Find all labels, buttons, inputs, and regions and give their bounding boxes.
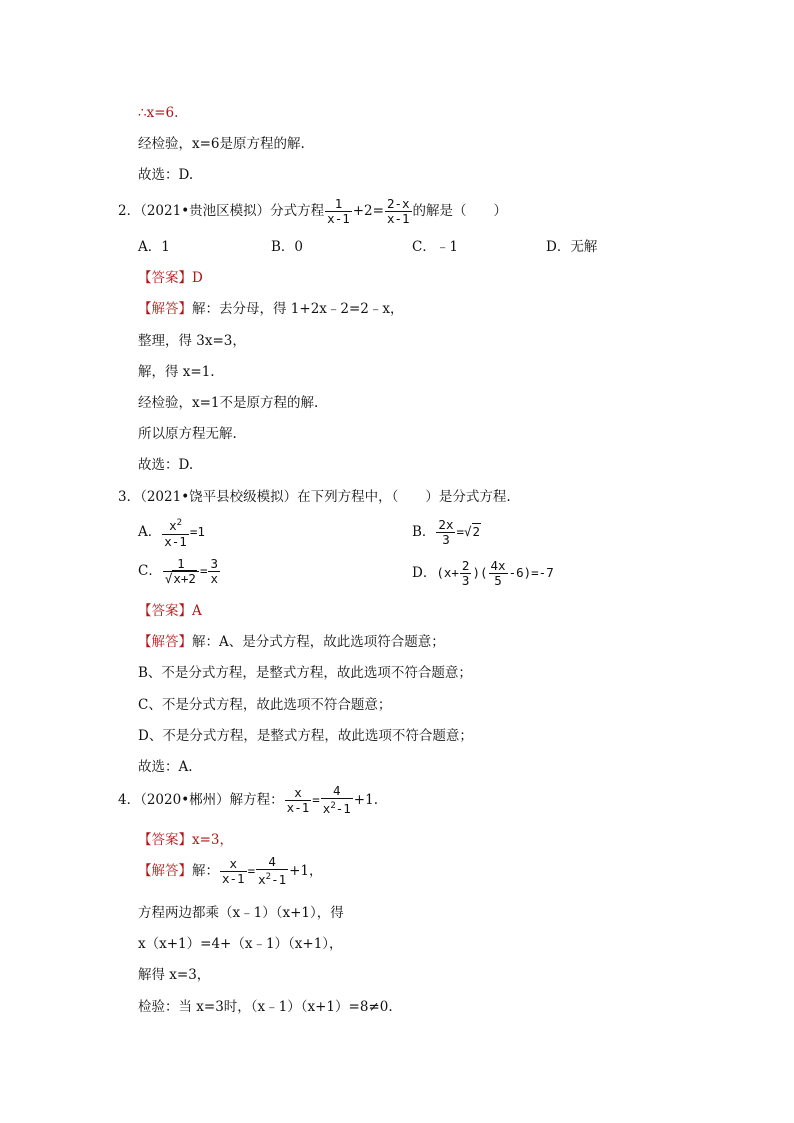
q4-sol-tag: 【解答】: [138, 863, 192, 879]
q2-solution-1: [138, 299, 404, 319]
q2-f2-num: 2-x: [386, 196, 410, 211]
q4-sol-fraction-1: [220, 857, 247, 886]
q3-b-root: 2: [472, 524, 481, 539]
q4-solution-5: 检验：当 x=3时，（x﹣1）（x+1）=8≠0.: [138, 999, 393, 1015]
q2-answer-value: D: [192, 270, 203, 286]
q3-c-eq: =: [199, 563, 208, 578]
q4-f2-den-base: x: [322, 801, 331, 817]
q3-a-den: x-1: [164, 533, 187, 549]
q3-a-num: x: [169, 518, 177, 534]
q4-answer-tag: 【答案】: [138, 832, 192, 848]
q4-eq: =: [312, 792, 320, 807]
q4-answer-value: x=3，: [192, 832, 234, 848]
q3-answer-value: A: [192, 603, 202, 619]
q2-answer: [138, 268, 203, 288]
q3-c-fraction-2: [208, 557, 220, 586]
q3-c-sqrt: √x+2: [164, 571, 196, 586]
q2-fraction-1: [325, 197, 352, 226]
q3-d-f2d: 5: [494, 573, 502, 588]
q2-solution-2: 整理，得 3x=3，: [138, 333, 246, 349]
q2-solution-5: 所以原方程无解.: [138, 426, 237, 442]
q4-f2-den-sup: 2: [330, 801, 336, 812]
q4-sol-f1-num: x: [220, 857, 247, 872]
q4-solution-3: x（x+1）=4+（x﹣1）（x+1），: [138, 936, 343, 952]
q3-b-num: 2x: [438, 517, 454, 532]
q3-option-d: [412, 556, 554, 590]
intro-line-2: 经检验，x=6是原方程的解.: [138, 136, 305, 152]
q4-sol-f2-den-sup: 2: [265, 872, 272, 883]
q3-d-b: )(: [472, 565, 488, 580]
q4-fraction-1: [285, 786, 312, 815]
q2-option-a: A．1: [138, 239, 170, 255]
q4-fraction-2: [321, 784, 353, 816]
q3-c-num: 1: [163, 557, 199, 572]
q4-sol-prefix: 解：: [192, 863, 219, 879]
q2-solution-4: 经检验，x=1不是原方程的解.: [138, 395, 319, 411]
q3-sol-tag: 【解答】: [138, 634, 192, 650]
q4-sol-suffix: +1，: [289, 863, 323, 879]
q4-solution-2: 方程两边都乘（x﹣1）（x+1），得: [138, 905, 344, 921]
q2-prefix: 2．（2021•贵池区模拟）分式方程: [118, 203, 325, 219]
q4-sol-f2-den-tail: -1: [271, 872, 287, 888]
q4-sol-fraction-2: [256, 855, 288, 887]
q4-solution-1: [138, 853, 323, 889]
q3-d-f1d: 3: [461, 573, 470, 588]
q4-sol-eq: =: [247, 863, 256, 878]
q2-option-d: D．无解: [546, 239, 598, 255]
q2-answer-tag: 【答案】: [138, 270, 192, 286]
q4-f1-num: x: [285, 786, 312, 801]
q3-option-c: [138, 554, 221, 588]
q4-suffix: +1.: [353, 792, 378, 808]
q4-answer: [138, 830, 233, 850]
q2-fraction-2: [385, 197, 412, 226]
q2-solution-6: 故选：D.: [138, 457, 194, 473]
q3-a-fraction: [162, 516, 189, 548]
q3-c-den2: x: [210, 571, 219, 586]
q3-b-label: B．: [412, 524, 436, 540]
q3-d-c: -6)=-7: [508, 565, 554, 580]
q3-option-a: [138, 515, 205, 549]
q3-sol-s1: 解：A、是分式方程，故此选项符合题意；: [192, 634, 445, 650]
q2-f2-den: x-1: [386, 211, 410, 226]
q3-solution-1: [138, 632, 445, 652]
q3-c-fraction: [163, 557, 199, 586]
q2-f1-num: 1: [325, 197, 352, 212]
q3-b-fraction: [436, 518, 455, 547]
q3-a-rhs: =1: [189, 524, 205, 539]
q2-sol-tag: 【解答】: [138, 301, 192, 317]
q3-c-num2: 3: [210, 556, 219, 571]
q2-option-c: C．﹣1: [412, 239, 458, 255]
q3-d-f2n: 4x: [490, 558, 506, 573]
q3-c-root: x+2: [173, 571, 196, 586]
q3-c-label: C．: [138, 563, 162, 579]
q4-prefix: 4．（2020•郴州）解方程：: [118, 792, 284, 808]
q3-b-den: 3: [442, 532, 450, 547]
q2-solution-3: 解，得 x=1.: [138, 364, 215, 380]
q4-solution-4: 解得 x=3，: [138, 967, 211, 983]
q3-solution-3: C、不是分式方程，故此选项不符合题意；: [138, 697, 392, 713]
q4-f2-num: 4: [321, 784, 353, 799]
q3-a-sup: 2: [176, 518, 183, 529]
q3-stem: 3．（2021•饶平县校级模拟）在下列方程中，（ ）是分式方程.: [118, 489, 511, 505]
intro-line-3: 故选：D.: [138, 167, 194, 183]
q2-f1-den: x-1: [327, 211, 350, 226]
q4-f1-den: x-1: [286, 800, 310, 815]
q3-solution-4: D、不是分式方程，是整式方程，故此选项不符合题意；: [138, 728, 473, 744]
q3-option-b: [412, 515, 481, 549]
q4-sol-f2-num: 4: [256, 855, 288, 870]
intro-line-1: ∴x=6.: [138, 105, 179, 121]
q2-sol-s1: 解：去分母，得 1+2x﹣2=2﹣x，: [192, 301, 404, 317]
q3-solution-2: B、不是分式方程，是整式方程，故此选项不符合题意；: [138, 665, 472, 681]
q4-f2-den-tail: -1: [335, 801, 351, 817]
q3-answer-tag: 【答案】: [138, 603, 192, 619]
q3-d-f1n: 2: [461, 558, 470, 573]
q3-d-fraction-1: [460, 559, 472, 588]
q2-option-b: B．0: [271, 239, 304, 255]
q3-b-sqrt: √2: [464, 524, 481, 539]
q3-a-label: A．: [138, 524, 162, 540]
q3-b-eq: =: [456, 524, 465, 539]
q2-mid: +2=: [352, 203, 384, 219]
q3-d-a: (x+: [436, 565, 459, 580]
q3-solution-5: 故选：A.: [138, 759, 193, 775]
q3-answer: [138, 601, 202, 621]
q4-sol-f1-den: x-1: [222, 871, 245, 886]
q3-d-label: D．: [412, 565, 437, 581]
q2-stem: [118, 197, 507, 226]
q3-d-fraction-2: [489, 559, 508, 588]
q2-suffix: 的解是（ ）: [412, 203, 508, 219]
q4-sol-f2-den-base: x: [258, 872, 266, 888]
q4-stem: [118, 782, 378, 818]
